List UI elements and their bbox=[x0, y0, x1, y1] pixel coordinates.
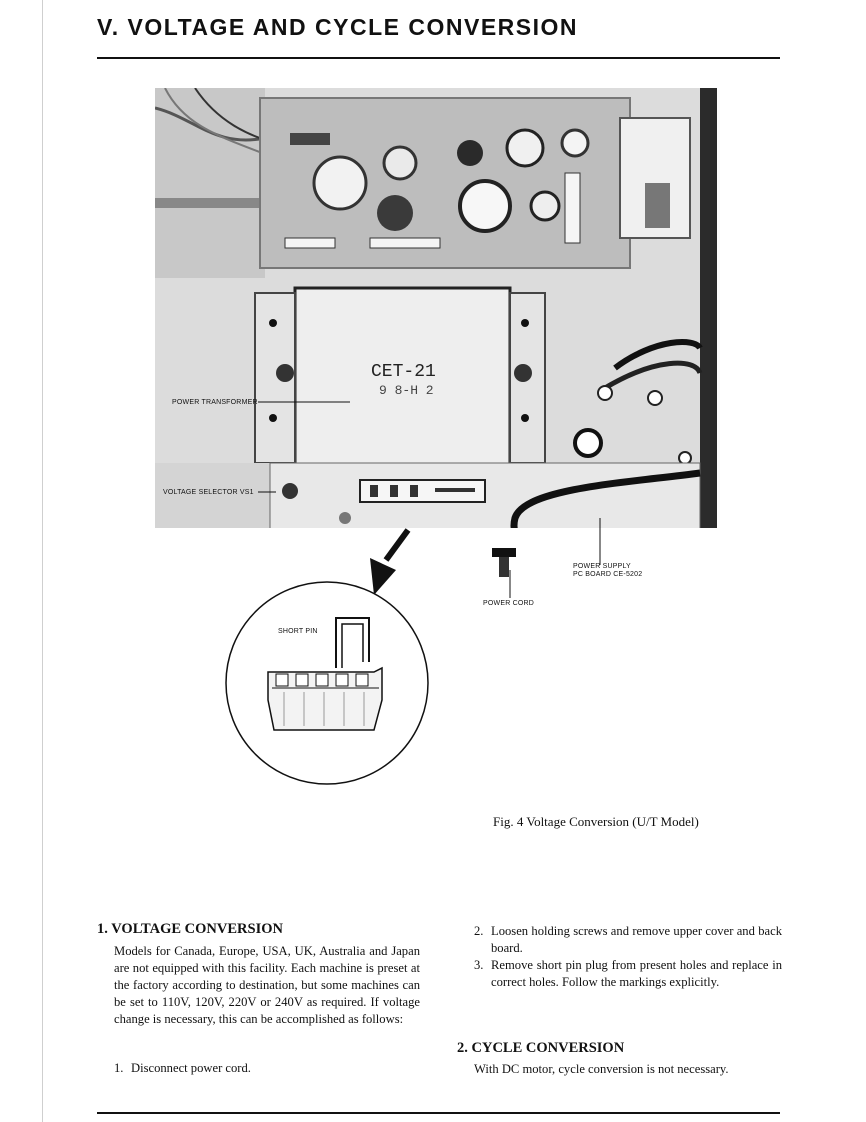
page-title: V. VOLTAGE AND CYCLE CONVERSION bbox=[97, 14, 578, 40]
section-voltage-heading: 1. VOLTAGE CONVERSION bbox=[97, 921, 283, 937]
callout-power-supply-board: POWER SUPPLY PC BOARD CE-5202 bbox=[573, 563, 643, 578]
step-2-text: Loosen holding screws and remove upper cover and back board. bbox=[491, 924, 782, 955]
step-3-number: 3. bbox=[474, 958, 484, 972]
step-2-number: 2. bbox=[474, 924, 484, 938]
callout-power-transformer: POWER TRANSFORMER bbox=[172, 399, 258, 406]
transformer-label: CET-21 bbox=[371, 362, 436, 382]
step-1 bbox=[114, 1060, 424, 1077]
footer-rule bbox=[97, 1112, 780, 1114]
power-cord-plug bbox=[484, 548, 524, 578]
figure-caption: Fig. 4 Voltage Conversion (U/T Model) bbox=[493, 814, 699, 829]
transformer-code: 9 8-H 2 bbox=[379, 383, 434, 398]
callout-power-cord: POWER CORD bbox=[483, 600, 534, 607]
callout-voltage-selector: VOLTAGE SELECTOR VS1 bbox=[163, 489, 254, 496]
section-cycle-heading: 2. CYCLE CONVERSION bbox=[457, 1040, 625, 1056]
section-voltage-paragraph: Models for Canada, Europe, USA, UK, Australia and Japan are not equipped with this facility. Each machine is preset at the factory according to destination, but some machines can be set to 110V, 120V, 220V or 240V as required. If voltage change is necessary, this can be accomplished as follows: bbox=[114, 944, 420, 1026]
callout-short-pin: SHORT PIN bbox=[278, 628, 318, 635]
section-cycle-paragraph: With DC motor, cycle conversion is not necessary. bbox=[474, 1062, 729, 1076]
short-pin-magnifier bbox=[224, 580, 430, 786]
step-3-text: Remove short pin plug from present holes and replace in correct holes. Follow the markings explicitly. bbox=[491, 958, 782, 989]
step-3 bbox=[474, 957, 782, 1008]
step-2 bbox=[474, 923, 782, 957]
step-1-number: 1. bbox=[114, 1061, 124, 1075]
step-1-text: Disconnect power cord. bbox=[131, 1061, 251, 1075]
